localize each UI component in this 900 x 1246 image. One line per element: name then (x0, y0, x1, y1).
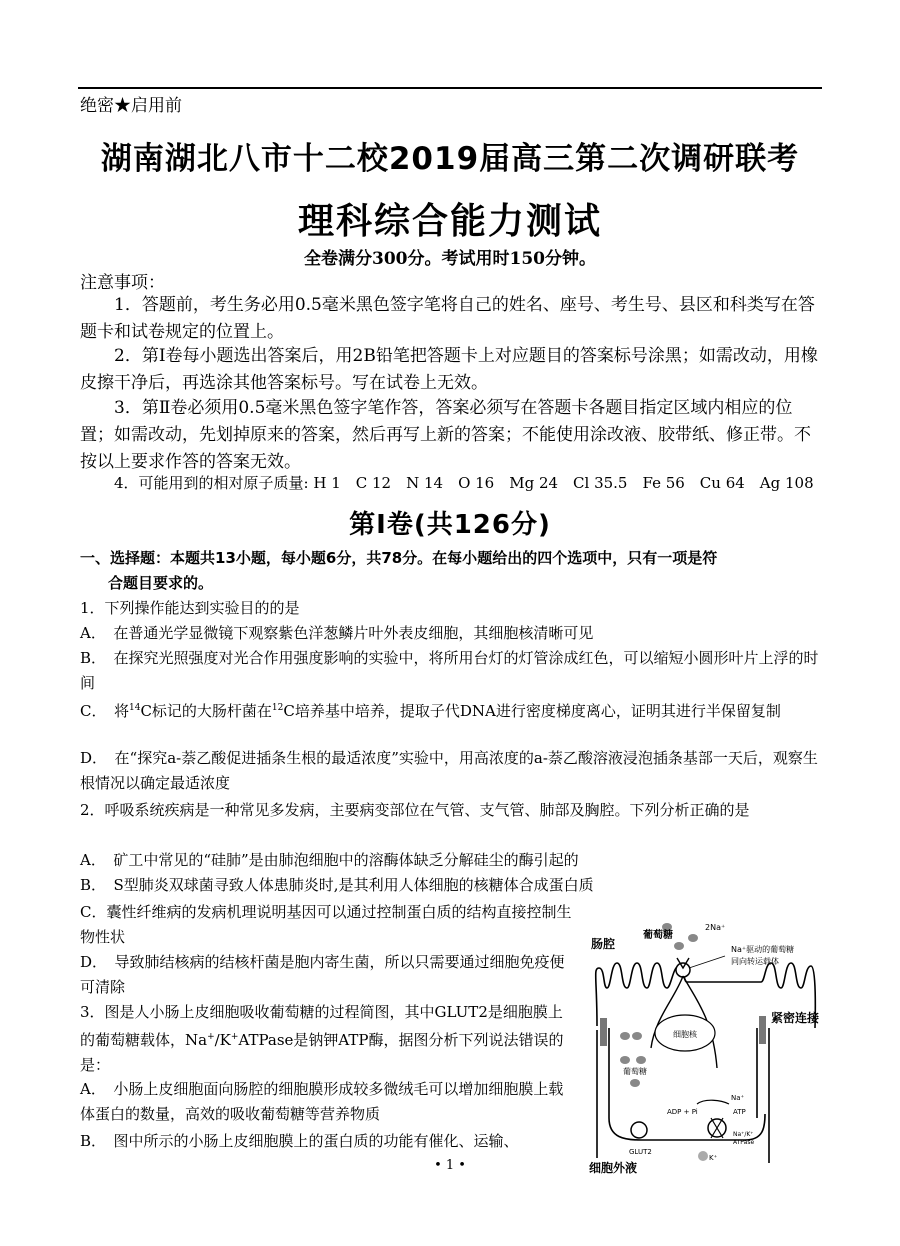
neighbor-cell-right (757, 1028, 769, 1163)
q3-stem-pre: 3．图是人小肠上皮细胞吸收葡萄糖的过程简图，其中GLUT2是细胞膜上的葡萄糖载体，Na (80, 1003, 563, 1049)
figure-adp-label: ADP + Pi (667, 1108, 698, 1116)
glucose-blob (620, 1056, 630, 1064)
q1-c-sup1: 14 (128, 703, 141, 713)
glucose-absorption-figure (585, 918, 847, 1180)
figure-atpase-label-1: Na⁺/K⁺ (733, 1131, 754, 1138)
glucose-blob (688, 934, 698, 942)
q2-option-b: B． S型肺炎双球菌寻致人体患肺炎时,是其利用人体细胞的核糖体合成蛋白质 (80, 876, 594, 894)
q1-c-sup2: 12 (271, 703, 284, 713)
note-item-4: 4．可能用到的相对原子质量: H 1 C 12 N 14 O 16 Mg 24 Cl 35.5 Fe 56 Cu 64 Ag 108 (114, 474, 814, 492)
q3-sup1: + (207, 1032, 215, 1042)
q3-stem-post: ATPase是钠钾ATP酶，据图分析下列说法错误的是： (80, 1031, 564, 1074)
q1-stem: 1．下列操作能达到实验目的的是 (80, 599, 300, 617)
figure-glut2-label: GLUT2 (629, 1148, 652, 1156)
figure-atpase-label-2: ATPase (733, 1139, 755, 1146)
tight-junction-left (600, 1018, 607, 1046)
figure-tight-junction-label: 紧密连接 (771, 1011, 820, 1025)
q3-stem (80, 1000, 575, 1078)
tight-junction-right (759, 1016, 766, 1044)
figure-glucose-inside-label: 葡萄糖 (623, 1067, 647, 1076)
page-number: • 1 • (434, 1158, 466, 1173)
section-line-2: 合题目要求的。 (108, 574, 214, 592)
q1-option-d: D． 在“探究a-萘乙酸促进插条生根的最适浓度”实验中，用高浓度的a-萘乙酸溶液浸泡插条基部一天后，观察生根情况以确定最适浓度 (80, 749, 818, 792)
figure-carrier-label-1: Na⁺驱动的葡萄糖 (731, 945, 795, 954)
exam-subtitle: 理科综合能力测试 (297, 201, 602, 242)
section-heading (80, 546, 822, 596)
q3-option-b: B． 图中所示的小肠上皮细胞膜上的蛋白质的功能有催化、运输、 (80, 1132, 519, 1150)
figure-k-label: K⁺ (709, 1154, 718, 1162)
q1-c-mid: C标记的大肠杆菌在 (140, 702, 272, 720)
notes-heading: 注意事项： (80, 273, 165, 293)
section-line-1: 一、选择题：本题共13小题，每小题6分，共78分。在每小题给出的四个选项中，只有一项是符 (80, 549, 718, 567)
note-item-1: 1．答题前，考生务必用0.5毫米黑色签字笔将自己的姓名、座号、考生号、县区和科类写在答题卡和试卷规定的位置上。 (80, 295, 815, 342)
glucose-blob (632, 1032, 642, 1040)
q2-stem: 2．呼吸系统疾病是一种常见多发病，主要病变部位在气管、支气管、肺部及胸腔。下列分析正确的是 (80, 801, 750, 819)
figure-na-small-label: Na⁺ (731, 1094, 745, 1102)
figure-carrier-label-2: 同向转运载体 (731, 957, 779, 966)
glut2-carrier-icon (631, 1122, 647, 1138)
exam-total-score: 全卷满分300分。考试用时150分钟。 (304, 249, 596, 269)
symporter-icon (676, 963, 690, 977)
figure-nucleus-label: 细胞核 (673, 1030, 697, 1039)
glucose-blob (620, 1032, 630, 1040)
q3-option-a: A． 小肠上皮细胞面向肠腔的细胞膜形成较多微绒毛可以增加细胞膜上载体蛋白的数量，高效的吸收葡萄糖等营养物质 (80, 1080, 564, 1123)
q1-option-a: A． 在普通光学显微镜下观察紫色洋葱鳞片叶外表皮细胞，其细胞核清晰可见 (80, 624, 594, 642)
q1-c-pre: C． 将 (80, 702, 129, 720)
figure-lumen-label: 肠腔 (591, 937, 616, 951)
carrier-pointer (689, 956, 725, 968)
header-rule (78, 87, 822, 89)
note-item-3: 3．第Ⅱ卷必须用0.5毫米黑色签字笔作答，答案必须写在答题卡各题目指定区域内相应的位置；如需改动，先划掉原来的答案，然后再写上新的答案；不能使用涂改液、胶带纸、修正带。不按以上要求作答的答案无效。 (80, 398, 811, 472)
volume-title: 第Ⅰ卷(共126分) (349, 510, 551, 540)
glucose-blob (630, 1079, 640, 1087)
q3-stem-mid: /K (214, 1031, 231, 1049)
q2-option-c: C．囊性纤维病的发病机理说明基因可以通过控制蛋白质的结构直接控制生物性状 (80, 903, 572, 946)
note-item-2: 2．第Ⅰ卷每小题选出答案后，用2B铅笔把答题卡上对应题目的答案标号涂黑；如需改动，用橡皮擦干净后，再选涂其他答案标号。写在试卷上无效。 (80, 346, 818, 393)
q1-option-b: B． 在探究光照强度对光合作用强度影响的实验中，将所用台灯的灯管涂成红色，可以缩短小圆形叶片上浮的时间 (80, 649, 819, 692)
figure-2na-label: 2Na⁺ (705, 923, 726, 932)
q2-option-a: A． 矿工中常见的“硅肺”是由肺泡细胞中的溶酶体缺乏分解硅尘的酶引起的 (80, 851, 579, 869)
secret-label: 绝密★启用前 (80, 96, 182, 116)
q3-sup2: + (230, 1032, 239, 1042)
q1-option-c (80, 696, 822, 724)
figure-glucose-top-label: 葡萄糖 (643, 930, 673, 941)
figure-extracellular-label: 细胞外液 (589, 1161, 638, 1175)
glucose-blob (674, 942, 684, 950)
q2-option-d: D． 导致肺结核病的结核杆菌是胞内寄生菌，所以只需要通过细胞免疫便可清除 (80, 953, 565, 996)
glucose-blob (636, 1056, 646, 1064)
figure-atp-label: ATP (733, 1108, 746, 1116)
exam-title: 湖南湖北八市十二校2019届高三第二次调研联考 (100, 141, 800, 177)
q1-c-post: C培养基中培养，提取子代DNA进行密度梯度离心，证明其进行半保留复制 (283, 702, 781, 720)
